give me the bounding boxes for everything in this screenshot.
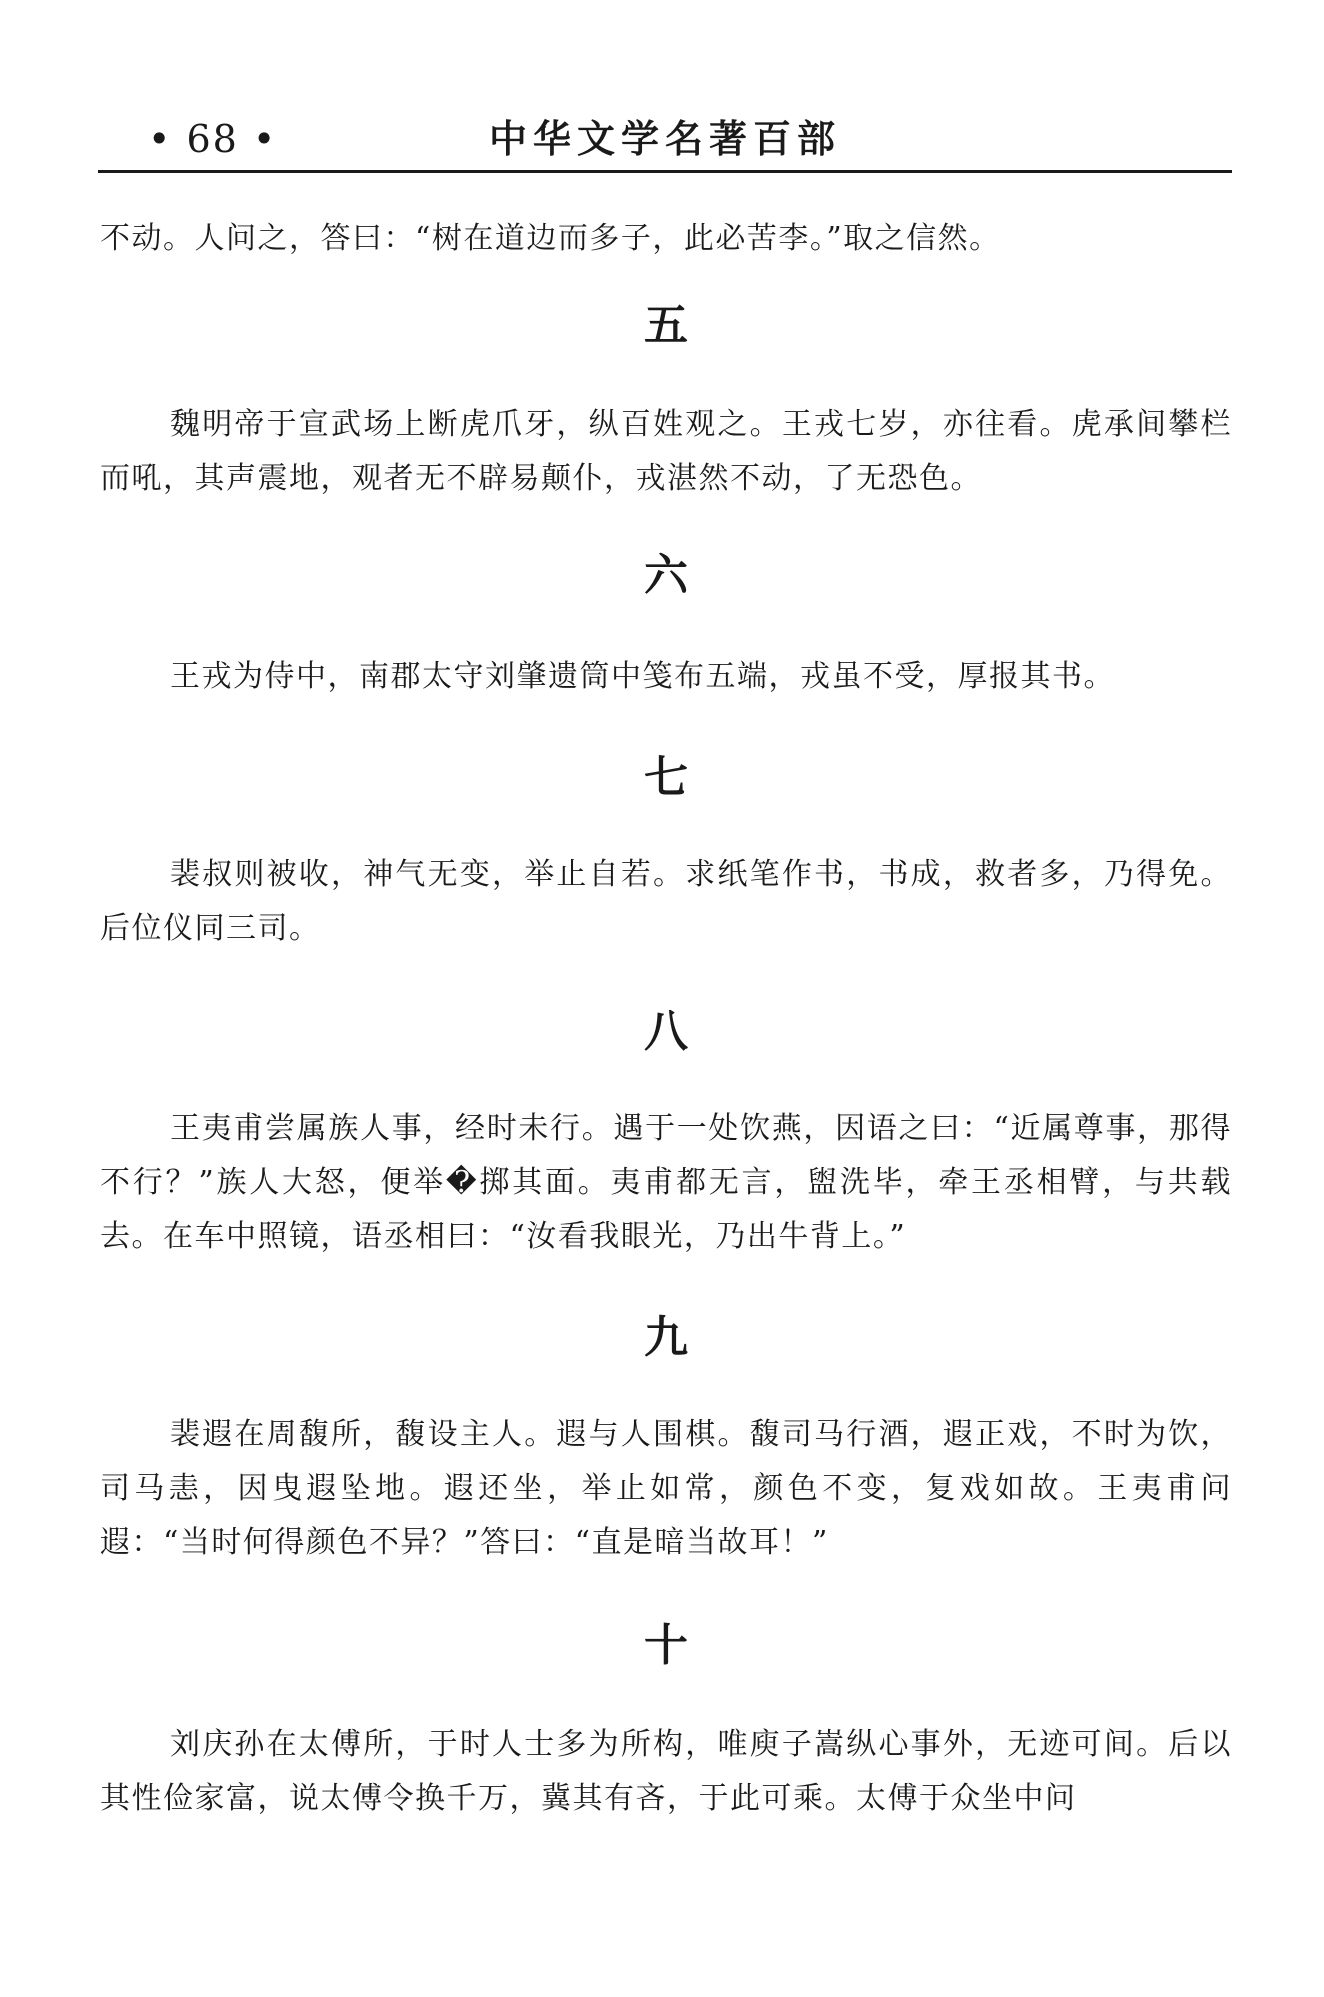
page-number: • 68 • xyxy=(148,117,278,161)
section-heading-10: 十 xyxy=(644,1620,688,1671)
paragraph-section-7: 裴叔则被收，神气无变，举止自若。求纸笔作书，书成，救者多，乃得免。后位仪同三司。 xyxy=(100,857,1232,946)
header-rule xyxy=(98,170,1232,173)
section-heading-5: 五 xyxy=(644,300,688,351)
book-title: 中华文学名著百部 xyxy=(488,116,841,161)
paragraph-section-8: 王夷甫尝属族人事，经时未行。遇于一处饮燕，因语之曰：“近属尊事，那得不行？”族人大怒，便举�掷其面。夷甫都无言，盥洗毕，牵王丞相臂，与共载去。在车中照镜，语丞相曰：“汝看我眼光，乃出牛背上。” xyxy=(100,1111,1232,1254)
page-header xyxy=(98,108,1232,170)
paragraph-section-9: 裴遐在周馥所，馥设主人。遐与人围棋。馥司马行酒，遐正戏，不时为饮，司马恚，因曳遐坠地。遐还坐，举止如常，颜色不变，复戏如故。王夷甫问遐：“当时何得颜色不异？”答曰：“直是暗当故耳！” xyxy=(100,1417,1232,1560)
section-heading-9: 九 xyxy=(644,1312,688,1363)
section-heading-8: 八 xyxy=(644,1006,688,1057)
paragraph-continuation: 不动。人问之，答曰：“树在道边而多子，此必苦李。”取之信然。 xyxy=(100,221,1001,256)
paragraph-section-5: 魏明帝于宣武场上断虎爪牙，纵百姓观之。王戎七岁，亦往看。虎承间攀栏而吼，其声震地，观者无不辟易颠仆，戎湛然不动，了无恐色。 xyxy=(100,407,1232,496)
paragraph-section-6: 王戎为侍中，南郡太守刘肇遗筒中笺布五端，戎虽不受，厚报其书。 xyxy=(170,659,1115,694)
section-heading-6: 六 xyxy=(644,550,688,601)
section-heading-7: 七 xyxy=(644,752,688,803)
page-body xyxy=(100,212,1232,1826)
paragraph-section-10: 刘庆孙在太傅所，于时人士多为所构，唯庾子嵩纵心事外，无迹可间。后以其性俭家富，说太傅令换千万，冀其有吝，于此可乘。太傅于众坐中问 xyxy=(100,1727,1232,1816)
